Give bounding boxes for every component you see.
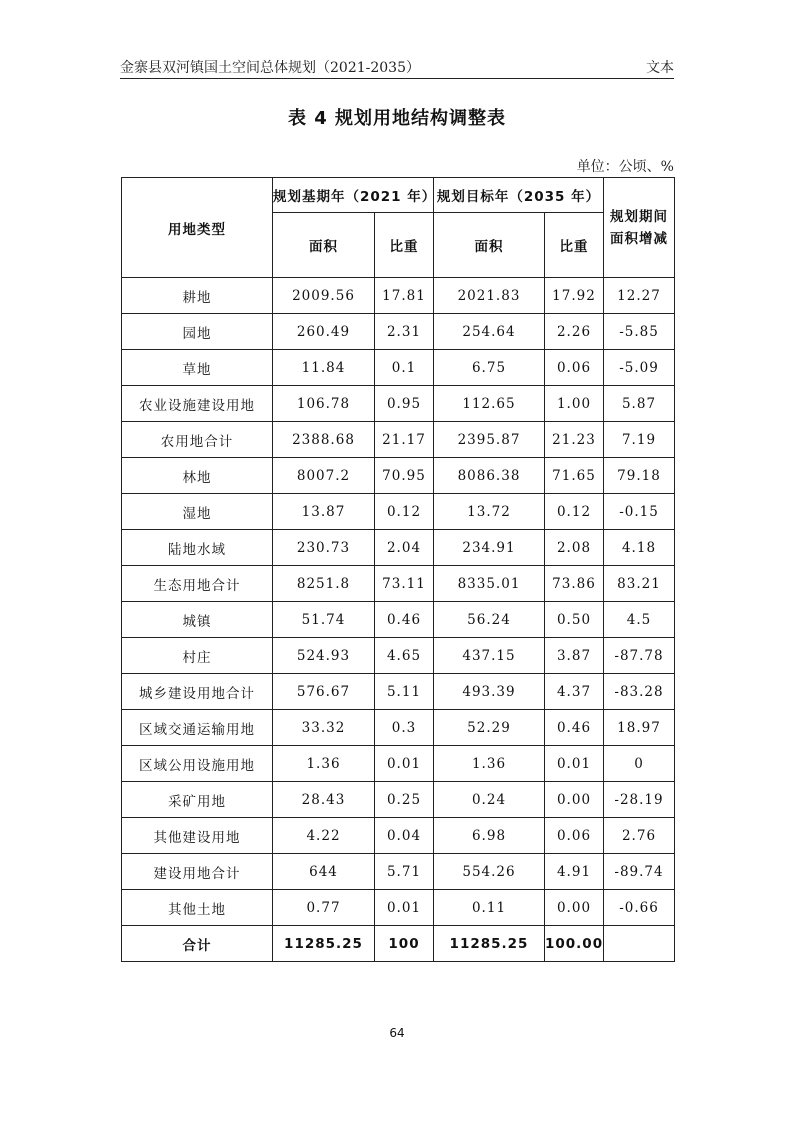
cell-target-ratio: 0.12 (545, 494, 604, 530)
table-row (122, 422, 675, 458)
cell-base-area: 106.78 (273, 386, 375, 422)
table-row (122, 278, 675, 314)
table-row (122, 818, 675, 854)
cell-base-ratio: 2.31 (375, 314, 434, 350)
cell-area-change: 4.5 (604, 602, 675, 638)
cell-target-ratio: 0.50 (545, 602, 604, 638)
cell-land-type: 陆地水域 (122, 530, 273, 566)
cell-base-area: 260.49 (273, 314, 375, 350)
cell-target-ratio: 4.37 (545, 674, 604, 710)
header-area-change: 规划期间面积增减 (604, 178, 675, 278)
cell-land-type: 城镇 (122, 602, 273, 638)
cell-base-area: 51.74 (273, 602, 375, 638)
cell-base-area: 2009.56 (273, 278, 375, 314)
cell-base-area: 11285.25 (273, 926, 375, 962)
table-row (122, 386, 675, 422)
cell-land-type: 其他建设用地 (122, 818, 273, 854)
cell-base-ratio: 0.01 (375, 746, 434, 782)
cell-base-ratio: 0.04 (375, 818, 434, 854)
cell-base-area: 8007.2 (273, 458, 375, 494)
cell-target-ratio: 21.23 (545, 422, 604, 458)
cell-target-area: 56.24 (434, 602, 545, 638)
cell-target-ratio: 73.86 (545, 566, 604, 602)
table-row (122, 890, 675, 926)
cell-land-type: 生态用地合计 (122, 566, 273, 602)
cell-base-area: 13.87 (273, 494, 375, 530)
cell-base-ratio: 73.11 (375, 566, 434, 602)
cell-target-area: 0.11 (434, 890, 545, 926)
cell-base-area: 644 (273, 854, 375, 890)
cell-area-change: -83.28 (604, 674, 675, 710)
cell-base-area: 11.84 (273, 350, 375, 386)
header-section-label: 文本 (646, 60, 674, 76)
table-body (122, 278, 675, 962)
cell-area-change (604, 926, 675, 962)
cell-target-area: 2395.87 (434, 422, 545, 458)
cell-target-area: 554.26 (434, 854, 545, 890)
cell-base-area: 28.43 (273, 782, 375, 818)
cell-base-ratio: 0.1 (375, 350, 434, 386)
cell-target-area: 437.15 (434, 638, 545, 674)
cell-area-change: -0.15 (604, 494, 675, 530)
cell-target-area: 13.72 (434, 494, 545, 530)
table-row (122, 782, 675, 818)
cell-area-change: 7.19 (604, 422, 675, 458)
cell-land-type: 农用地合计 (122, 422, 273, 458)
cell-base-area: 8251.8 (273, 566, 375, 602)
cell-area-change: -5.85 (604, 314, 675, 350)
cell-area-change: -5.09 (604, 350, 675, 386)
cell-base-area: 4.22 (273, 818, 375, 854)
cell-target-ratio: 3.87 (545, 638, 604, 674)
cell-area-change: -89.74 (604, 854, 675, 890)
cell-land-type: 林地 (122, 458, 273, 494)
cell-target-area: 2021.83 (434, 278, 545, 314)
cell-target-ratio: 0.01 (545, 746, 604, 782)
table-row (122, 494, 675, 530)
cell-target-area: 6.75 (434, 350, 545, 386)
header-document-title: 金寨县双河镇国土空间总体规划（2021-2035） (120, 60, 420, 76)
cell-target-ratio: 1.00 (545, 386, 604, 422)
cell-land-type: 区域交通运输用地 (122, 710, 273, 746)
cell-target-area: 11285.25 (434, 926, 545, 962)
header-land-type: 用地类型 (122, 178, 273, 278)
cell-base-area: 576.67 (273, 674, 375, 710)
cell-target-ratio: 0.46 (545, 710, 604, 746)
cell-base-area: 230.73 (273, 530, 375, 566)
cell-base-area: 524.93 (273, 638, 375, 674)
table-row (122, 458, 675, 494)
cell-base-ratio: 2.04 (375, 530, 434, 566)
table-row (122, 602, 675, 638)
table-row (122, 530, 675, 566)
cell-target-ratio: 0.06 (545, 350, 604, 386)
cell-area-change: 5.87 (604, 386, 675, 422)
cell-area-change: 83.21 (604, 566, 675, 602)
cell-base-ratio: 5.11 (375, 674, 434, 710)
table-row (122, 314, 675, 350)
cell-target-area: 8335.01 (434, 566, 545, 602)
cell-area-change: 0 (604, 746, 675, 782)
cell-land-type: 耕地 (122, 278, 273, 314)
cell-base-ratio: 0.12 (375, 494, 434, 530)
table-row (122, 746, 675, 782)
cell-target-area: 8086.38 (434, 458, 545, 494)
cell-target-ratio: 17.92 (545, 278, 604, 314)
cell-base-area: 33.32 (273, 710, 375, 746)
cell-target-area: 52.29 (434, 710, 545, 746)
cell-base-ratio: 0.95 (375, 386, 434, 422)
cell-land-type: 区域公用设施用地 (122, 746, 273, 782)
cell-land-type: 城乡建设用地合计 (122, 674, 273, 710)
cell-base-ratio: 0.46 (375, 602, 434, 638)
cell-target-ratio: 0.06 (545, 818, 604, 854)
cell-target-ratio: 0.00 (545, 890, 604, 926)
cell-target-area: 254.64 (434, 314, 545, 350)
header-base-year: 规划基期年（2021 年） (273, 178, 434, 213)
cell-land-type: 合计 (122, 926, 273, 962)
page-number: 64 (389, 1026, 405, 1040)
header-target-year: 规划目标年（2035 年） (434, 178, 604, 213)
cell-base-ratio: 4.65 (375, 638, 434, 674)
cell-base-ratio: 100 (375, 926, 434, 962)
cell-target-area: 1.36 (434, 746, 545, 782)
table-title: 表 4 规划用地结构调整表 (287, 108, 507, 129)
cell-base-ratio: 0.3 (375, 710, 434, 746)
table-row (122, 674, 675, 710)
cell-area-change: 12.27 (604, 278, 675, 314)
cell-base-ratio: 21.17 (375, 422, 434, 458)
cell-target-ratio: 0.00 (545, 782, 604, 818)
cell-base-ratio: 0.25 (375, 782, 434, 818)
header-base-area: 面积 (273, 213, 375, 278)
cell-land-type: 湿地 (122, 494, 273, 530)
cell-target-ratio: 4.91 (545, 854, 604, 890)
cell-land-type: 采矿用地 (122, 782, 273, 818)
table-row (122, 638, 675, 674)
header-target-ratio: 比重 (545, 213, 604, 278)
cell-area-change: -87.78 (604, 638, 675, 674)
table-row (122, 350, 675, 386)
header-target-area: 面积 (434, 213, 545, 278)
cell-target-area: 112.65 (434, 386, 545, 422)
table-row (122, 710, 675, 746)
cell-area-change: 18.97 (604, 710, 675, 746)
cell-base-ratio: 17.81 (375, 278, 434, 314)
unit-note: 单位：公顷、% (576, 159, 674, 175)
cell-land-type: 建设用地合计 (122, 854, 273, 890)
cell-area-change: 79.18 (604, 458, 675, 494)
cell-target-ratio: 2.26 (545, 314, 604, 350)
table-row (122, 854, 675, 890)
cell-land-type: 园地 (122, 314, 273, 350)
cell-land-type: 其他土地 (122, 890, 273, 926)
page-header (120, 56, 674, 79)
cell-area-change: 4.18 (604, 530, 675, 566)
cell-base-ratio: 70.95 (375, 458, 434, 494)
cell-target-area: 6.98 (434, 818, 545, 854)
cell-target-ratio: 71.65 (545, 458, 604, 494)
header-base-ratio: 比重 (375, 213, 434, 278)
cell-target-area: 0.24 (434, 782, 545, 818)
cell-base-ratio: 5.71 (375, 854, 434, 890)
cell-target-ratio: 2.08 (545, 530, 604, 566)
table-total-row (122, 926, 675, 962)
table-row (122, 566, 675, 602)
cell-area-change: -0.66 (604, 890, 675, 926)
cell-land-type: 草地 (122, 350, 273, 386)
cell-land-type: 村庄 (122, 638, 273, 674)
cell-target-ratio: 100.00 (545, 926, 604, 962)
cell-target-area: 234.91 (434, 530, 545, 566)
cell-base-ratio: 0.01 (375, 890, 434, 926)
cell-base-area: 2388.68 (273, 422, 375, 458)
cell-base-area: 0.77 (273, 890, 375, 926)
cell-target-area: 493.39 (434, 674, 545, 710)
cell-land-type: 农业设施建设用地 (122, 386, 273, 422)
cell-area-change: 2.76 (604, 818, 675, 854)
cell-area-change: -28.19 (604, 782, 675, 818)
cell-base-area: 1.36 (273, 746, 375, 782)
land-use-structure-table (121, 177, 675, 962)
